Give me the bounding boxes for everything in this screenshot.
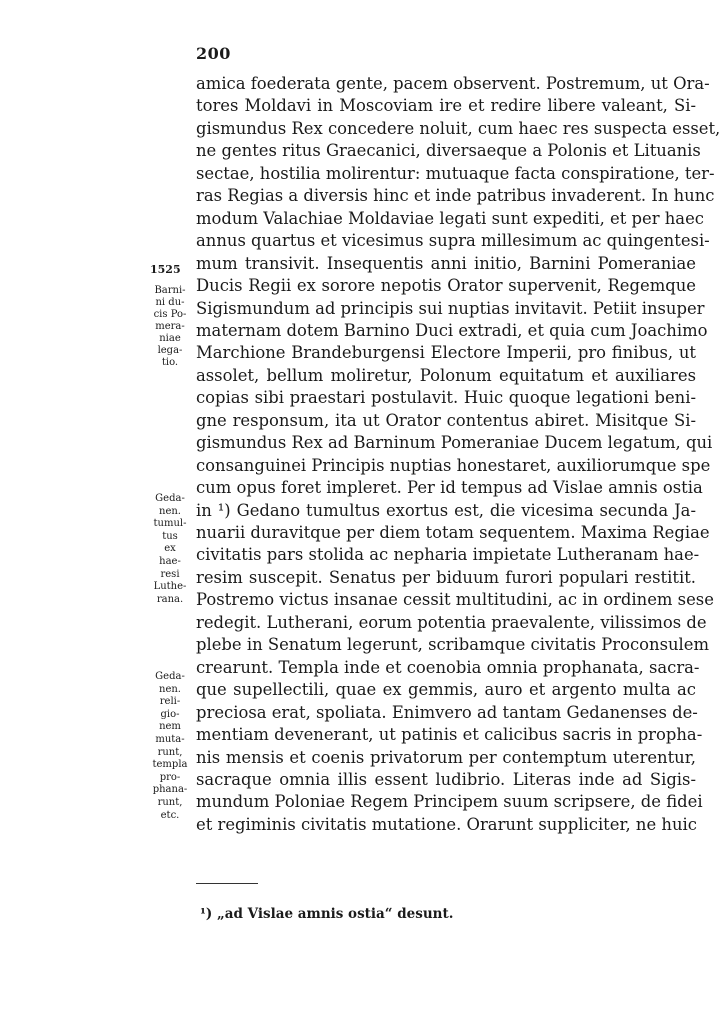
text-line: Ducis Regii ex sorore nepotis Orator supervenit, Regemque: [196, 276, 696, 296]
text-line: maternam dotem Barnino Duci extradi, et quia cum Joachimo: [196, 320, 708, 340]
margin-note-line: phana-: [152, 784, 188, 796]
margin-note-line: nem: [159, 721, 181, 733]
margin-note-line: runt,: [157, 746, 183, 758]
text-line: gne responsum, ita ut Orator contentus abiret. Misitque Si-: [196, 410, 696, 430]
margin-note-line: niae: [159, 333, 181, 344]
margin-note-line: cis Po-: [153, 309, 187, 320]
margin-note-line: Geda-: [155, 671, 185, 682]
margin-note-line: ex: [164, 543, 176, 555]
footnote: ¹) „ad Vislae amnis ostia“ desunt.: [200, 906, 454, 922]
margin-note-line: etc.: [160, 809, 180, 821]
text-line: et regiminis civitatis mutatione. Orarunt suppliciter, ne huic: [196, 814, 697, 834]
page-number: 200: [196, 44, 231, 63]
text-line: nuarii duravitque per diem totam sequentem. Maxima Regiae: [196, 523, 710, 542]
margin-note-line: Geda-: [155, 493, 185, 504]
margin-note-line: muta-: [155, 734, 185, 745]
margin-note-line: Luthe-: [153, 581, 187, 593]
margin-note-line: reli-: [159, 696, 181, 708]
text-line: mum transivit. Insequentis anni initio, Barnini Pomeraniae: [196, 253, 696, 273]
text-line: ne gentes ritus Graecanici, diversaeque a Polonis et Lituanis: [196, 141, 701, 161]
footnote-rule: [196, 883, 258, 884]
margin-note-line: tio.: [161, 357, 179, 368]
text-line: cum opus foret impleret. Per id tempus ad Vislae amnis ostia: [196, 478, 703, 498]
margin-note-line: gio-: [160, 708, 180, 720]
text-line: modum Valachiae Moldaviae legati sunt expediti, et per haec: [196, 208, 704, 228]
text-line: mentiam devenerant, ut patinis et calicibus sacris in propha-: [196, 725, 703, 745]
margin-note-line: hae-: [159, 556, 181, 567]
text-line: redegit. Lutherani, eorum potentia praevalente, vilissimos de: [196, 612, 707, 632]
margin-note-line: Barni-: [154, 285, 186, 296]
margin-note-line: mera-: [155, 321, 185, 332]
text-line: sacraque omnia illis essent ludibrio. Literas inde ad Sigis-: [196, 769, 696, 789]
text-line: ras Regias a diversis hinc et inde patribus invaderent. In hunc: [196, 186, 715, 206]
margin-note-line: ni du-: [155, 297, 185, 308]
text-line: gismundus Rex concedere noluit, cum haec res suspecta esset,: [196, 118, 720, 138]
margin-note-line: resi: [160, 568, 180, 580]
text-line: preciosa erat, spoliata. Enimvero ad tantam Gedanenses de-: [196, 702, 698, 722]
margin-note-line: templa: [152, 759, 188, 771]
text-line: assolet, bellum moliretur, Polonum equitatum et auxiliares: [196, 365, 696, 385]
margin-year: 1525: [150, 263, 181, 276]
margin-note-line: tumul-: [153, 518, 187, 530]
text-line: consanguinei Principis nuptias honestaret, auxiliorumque spe: [196, 455, 711, 475]
margin-note-line: runt,: [157, 797, 183, 808]
margin-note-line: tus: [162, 530, 178, 542]
text-line: que supellectili, quae ex gemmis, auro et argento multa ac: [196, 680, 696, 700]
margin-note-line: pro-: [159, 771, 181, 783]
margin-note-line: nen.: [159, 505, 181, 517]
text-line: crearunt. Templa inde et coenobia omnia prophanata, sacra-: [196, 657, 700, 677]
text-line: amica foederata gente, pacem observent. Postremum, ut Ora-: [196, 74, 710, 93]
margin-note-line: nen.: [159, 683, 181, 695]
text-line: Marchione Brandeburgensi Electore Imperii, pro finibus, ut: [196, 343, 696, 363]
text-line: in ¹) Gedano tumultus exortus est, die vicesima secunda Ja-: [196, 500, 696, 520]
text-line: nis mensis et coenis privatorum per contemptum uterentur,: [196, 747, 696, 767]
margin-note-line: lega-: [157, 345, 183, 356]
text-line: sectae, hostilia molirentur: mutuaque facta conspiratione, ter-: [196, 163, 715, 183]
text-line: gismundus Rex ad Barninum Pomeraniae Ducem legatum, qui: [196, 433, 713, 453]
text-line: resim suscepit. Senatus per biduum furori populari restitit.: [196, 567, 696, 587]
margin-note-line: rana.: [156, 593, 184, 605]
text-line: annus quartus et vicesimus supra millesimum ac quingentesi-: [196, 231, 710, 251]
text-line: civitatis pars stolida ac nepharia impietate Lutheranam hae-: [196, 545, 700, 565]
text-line: mundum Poloniae Regem Principem suum scripsere, de fidei: [196, 792, 703, 812]
text-line: Postremo victus insanae cessit multitudini, ac in ordinem sese: [196, 590, 714, 610]
text-line: tores Moldavi in Moscoviam ire et redire libere valeant, Si-: [196, 96, 696, 116]
text-line: plebe in Senatum legerunt, scribamque civitatis Proconsulem: [196, 635, 710, 655]
text-line: copias sibi praestari postulavit. Huic quoque legationi beni-: [196, 388, 696, 408]
text-line: Sigismundum ad principis sui nuptias invitavit. Petiit insuper: [196, 298, 705, 318]
